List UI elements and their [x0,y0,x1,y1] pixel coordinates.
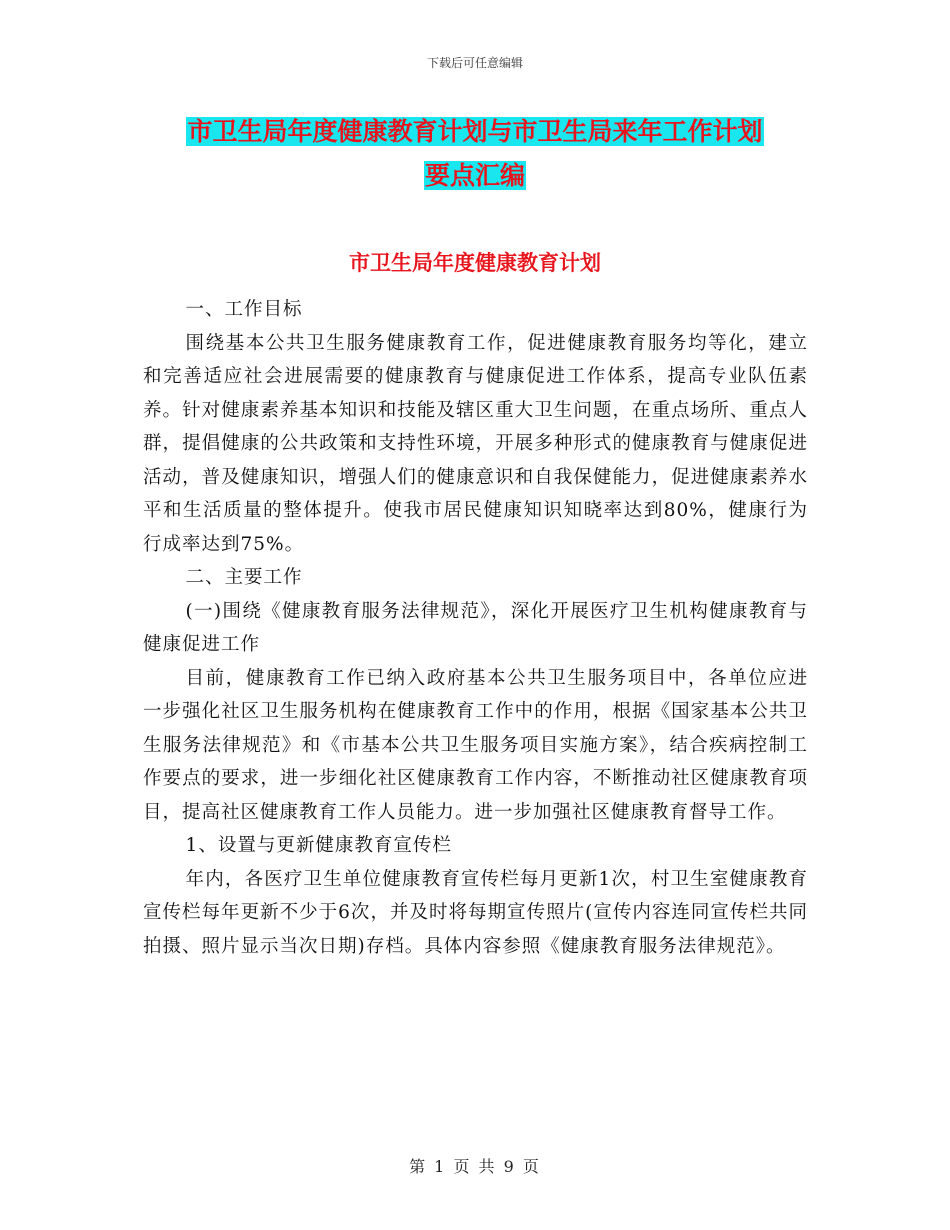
document-title [140,110,810,198]
document-title-line2: 要点汇编 [424,161,525,190]
paragraph-current-work: 目前，健康教育工作已纳入政府基本公共卫生服务项目中，各单位应进一步强化社区卫生服务机构在健康教育工作中的作用，根据《国家基本公共卫生服务法律规范》和《市基本公共卫生服务项目实施方案》，结合疾病控制工作要点的要求，进一步细化社区健康教育工作内容，不断推动社区健康教育项目，提高社区健康教育工作人员能力。进一步加强社区健康教育督导工作。 [143,667,808,823]
section-title: 市卫生局年度健康教育计划 [349,251,601,275]
paragraph-bulletin-update: 年内，各医疗卫生单位健康教育宣传栏每月更新1次，村卫生室健康教育宣传栏每年更新不少于6次，并及时将每期宣传照片(宣传内容连同宣传栏共同拍摄、照片显示当次日期)存档。具体内容参照《健康教育服务法律规范》。 [143,868,808,957]
document-body [143,293,808,963]
subheading-one: (一)围绕《健康教育服务法律规范》，深化开展医疗卫生机构健康教育与健康促进工作 [143,600,808,655]
heading-main-work: 二、主要工作 [185,567,303,588]
paragraph-goals: 围绕基本公共卫生服务健康教育工作，促进健康教育服务均等化，建立和完善适应社会进展需要的健康教育与健康促进工作体系，提高专业队伍素养。针对健康素养基本知识和技能及辖区重大卫生问题，在重点场所、重点人群，提倡健康的公共政策和支持性环境，开展多种形式的健康教育与健康促进活动，普及健康知识，增强人们的健康意识和自我保健能力，促进健康素养水平和生活质量的整体提升。使我市居民健康知识知晓率达到80%，健康行为行成率达到75%。 [143,332,808,555]
document-title-line1: 市卫生局年度健康教育计划与市卫生局来年工作计划 [187,117,763,146]
page-number: 第 1 页 共 9 页 [409,1157,541,1176]
heading-work-goals: 一、工作目标 [185,299,303,320]
header-note: 下载后可任意编辑 [426,56,523,70]
item-bulletin-board: 1、设置与更新健康教育宣传栏 [185,835,452,856]
